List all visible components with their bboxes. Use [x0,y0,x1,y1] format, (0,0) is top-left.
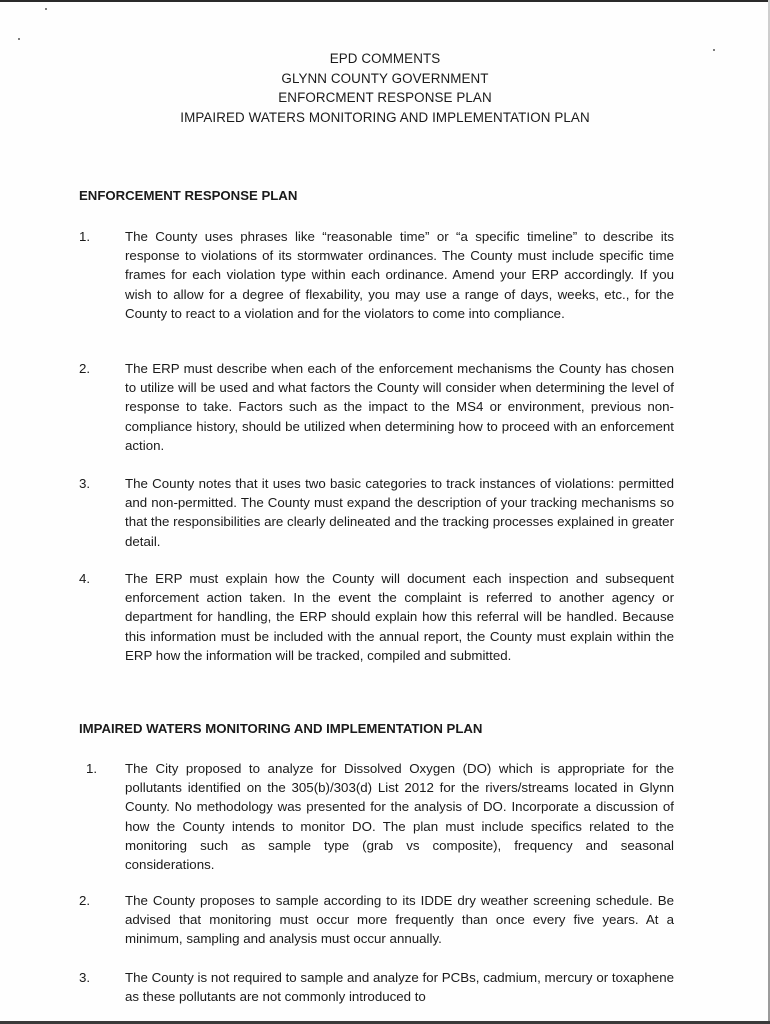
item-number: 1. [79,229,91,244]
item-number: 1. [86,761,98,776]
list-item [79,474,674,551]
header-line: EPD COMMENTS [329,51,441,66]
item-text: The City proposed to analyze for Dissolved Oxygen (DO) which is appropriate for the pollutants identified on the 305(b)/303(d) List 2012 for the rivers/streams located in Glynn County. No methodology was presented for the analysis of DO. Incorporate a discussion of how the County intends to monitor DO. The plan must include specifics related to the monitoring such as sample type (grab vs composite), frequency and seasonal considerations. [125,761,674,873]
header-line: ENFORCMENT RESPONSE PLAN [278,90,492,105]
section-title: ENFORCEMENT RESPONSE PLAN [79,188,298,203]
item-number: 2. [79,893,91,908]
item-number: 4. [79,571,91,586]
scan-speck [45,8,47,10]
header-line: IMPAIRED WATERS MONITORING AND IMPLEMENTATION PLAN [180,109,590,125]
item-text: The ERP must describe when each of the enforcement mechanisms the County has chosen to utilize will be used and what factors the County will consider when determining the level of response to take. Factors such as the impact to the MS4 or environment, previous non-compliance history, should be utilized when determining how to proceed with an enforcement action. [125,361,674,453]
item-text: The County notes that it uses two basic categories to track instances of violations: permitted and non-permitted. The County must expand the description of your tracking mechanisms so that the responsibilities are clearly delineated and the tracking processes explained in greater detail. [125,476,674,549]
item-number: 3. [79,970,91,985]
scan-speck [18,38,20,40]
list-item [79,968,674,1006]
item-text: The County uses phrases like “reasonable time” or “a specific timeline” to describe its response to violations of its stormwater ordinances. The County must include specific time frames for each violation type within each ordinance. Amend your ERP accordingly. If you wish to allow for a degree of flexability, you may use a range of days, weeks, etc., for the County to react to a violation and for the violators to come into compliance. [125,229,674,321]
section-title: IMPAIRED WATERS MONITORING AND IMPLEMENTATION PLAN [79,721,483,736]
scan-edge-top [0,0,770,2]
list-item [79,227,674,323]
item-text: The County is not required to sample and analyze for PCBs, cadmium, mercury or toxaphene as these pollutants are not commonly introduced to [125,970,674,1005]
list-item [79,359,674,455]
list-item [79,759,674,874]
item-number: 2. [79,361,91,376]
list-item [79,891,674,949]
item-text: The County proposes to sample according to its IDDE dry weather screening schedule. Be advised that monitoring must occur more frequently than once every five years. At a minimum, sampling and analysis must occur annually. [125,893,674,947]
item-number: 3. [79,476,91,491]
header-line: GLYNN COUNTY GOVERNMENT [281,70,489,86]
item-text: The ERP must explain how the County will document each inspection and subsequent enforcement action taken. In the event the complaint is referred to another agency or department for handling, the ERP should explain how this referral will be handled. Because this information must be included with the annual report, the County must explain within the ERP how the information will be tracked, compiled and submitted. [125,571,674,663]
list-item [79,569,674,665]
document-header [0,49,770,127]
